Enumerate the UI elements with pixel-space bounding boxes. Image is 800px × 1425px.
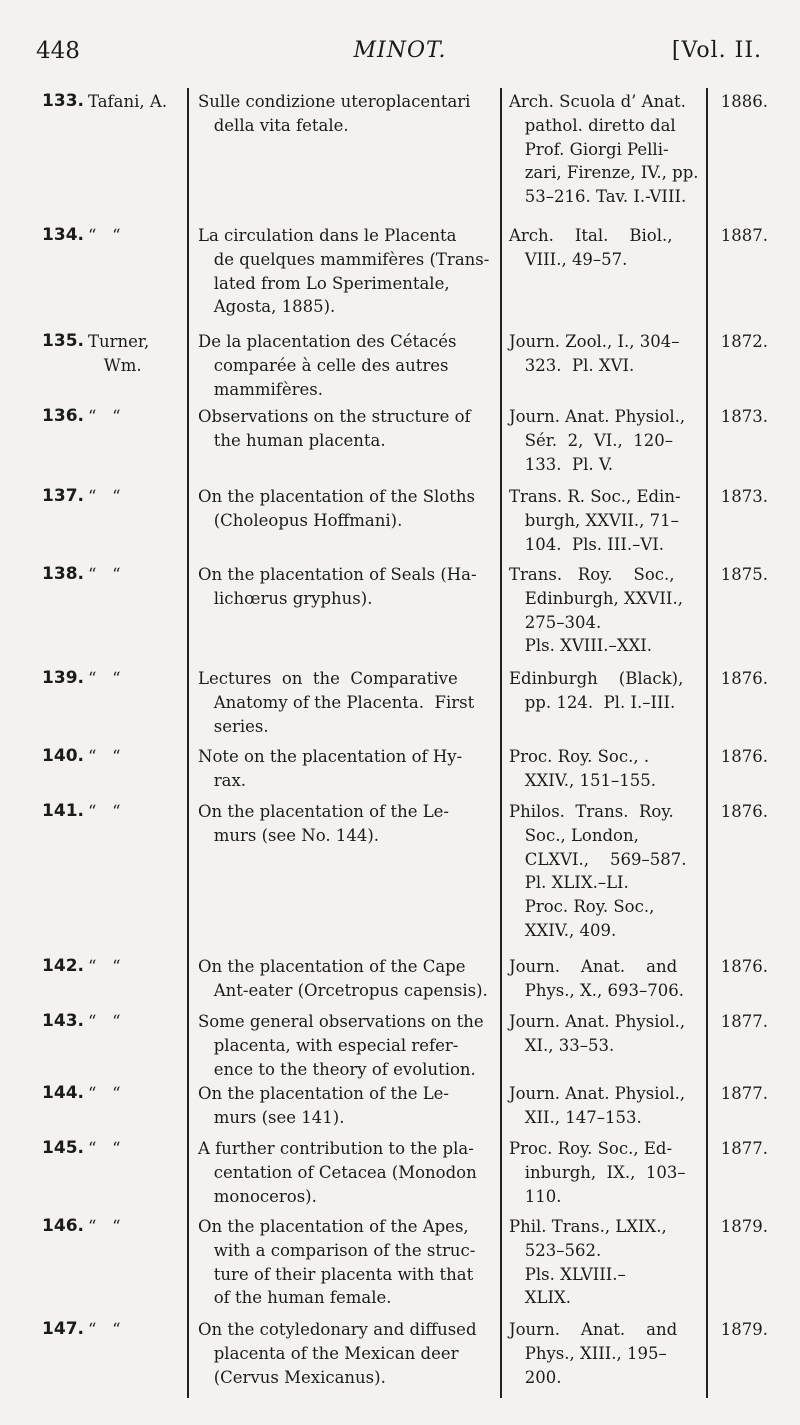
entry-year: 1876. [720,669,768,688]
entry-author: “ “ [88,487,121,506]
entry-year: 1873. [720,407,768,426]
entry-publication: Journ. Anat. Physiol., Sér. 2, VI., 120– 133. Pl. V. [509,407,686,474]
entry-number: 133. [42,91,84,111]
entry-title: Sulle condizione uteroplacentari della vita fetale. [198,92,471,135]
entry-year: 1877. [720,1084,768,1103]
entry-publication: Edinburgh (Black), pp. 124. Pl. I.–III. [509,669,684,712]
entry-number: 138. [42,564,84,584]
entry-year: 1879. [720,1320,768,1339]
entry-year: 1877. [720,1139,768,1158]
entry-number: 142. [42,956,84,976]
entry-author: “ “ [88,1084,121,1103]
entry-title: On the placentation of the Le- murs (see 141). [198,1084,450,1127]
entry-number: 135. [42,331,84,351]
entry-title: On the cotyledonary and diffused placenta of the Mexican deer (Cervus Mexicanus). [198,1320,477,1387]
entry-number: 147. [42,1319,84,1339]
entry-author: “ “ [88,1320,121,1339]
entry-year: 1875. [720,565,768,584]
entry-title: Note on the placentation of Hy- rax. [198,747,463,790]
entry-title: On the placentation of the Apes, with a comparison of the struc- ture of their placenta with that of the human female. [198,1217,476,1308]
entry-year: 1877. [720,1012,768,1031]
entry-author: Turner, Wm. [88,332,150,375]
entry-number: 136. [42,406,84,426]
entry-publication: Proc. Roy. Soc., . XXIV., 151–155. [509,747,656,790]
entry-author: “ “ [88,747,121,766]
column-rule [187,88,189,1398]
entry-title: Observations on the structure of the human placenta. [198,407,471,450]
entry-number: 144. [42,1083,84,1103]
entry-publication: Arch. Scuola d’ Anat. pathol. diretto dal Prof. Giorgi Pelli- zari, Firenze, IV., pp. 53–216. Tav. I.-VIII. [509,92,699,207]
entry-author: “ “ [88,669,121,688]
entry-number: 140. [42,746,84,766]
entry-year: 1879. [720,1217,768,1236]
entry-author: “ “ [88,802,121,821]
entry-title: On the placentation of the Le- murs (see No. 144). [198,802,450,845]
page-header [0,30,800,74]
page-number: 448 [36,38,80,64]
entry-title: Lectures on the Comparative Anatomy of the Placenta. First series. [198,669,475,736]
entry-number: 145. [42,1138,84,1158]
entry-publication: Trans. R. Soc., Edin- burgh, XXVII., 71– 104. Pls. III.–VI. [509,487,681,554]
entry-publication: Arch. Ital. Biol., VIII., 49–57. [509,226,673,269]
entry-number: 146. [42,1216,84,1236]
entry-number: 143. [42,1011,84,1031]
entry-year: 1887. [720,226,768,245]
entry-author: “ “ [88,407,121,426]
entry-title: De la placentation des Cétacés comparée à celle des autres mammifères. [198,332,457,399]
entry-author: Tafani, A. [88,92,168,111]
entry-author: “ “ [88,1217,121,1236]
entry-title: A further contribution to the pla- centation of Cetacea (Monodon monoceros). [198,1139,477,1206]
entry-author: “ “ [88,1012,121,1031]
entry-publication: Proc. Roy. Soc., Ed- inburgh, IX., 103– 110. [509,1139,686,1206]
running-title: MINOT. [353,38,447,63]
entry-title: On the placentation of Seals (Ha- lichœrus gryphus). [198,565,477,608]
entry-title: On the placentation of the Cape Ant-eater (Orcetropus capensis). [198,957,488,1000]
entry-publication: Journ. Anat. Physiol., XII., 147–153. [509,1084,686,1127]
entry-title: La circulation dans le Placenta de quelques mammifères (Trans- lated from Lo Sperimentale, Agosta, 1885). [198,226,490,317]
entry-author: “ “ [88,226,121,245]
entry-author: “ “ [88,1139,121,1158]
entry-publication: Journ. Anat. and Phys., XIII., 195– 200. [509,1320,678,1387]
entry-year: 1876. [720,747,768,766]
entry-number: 134. [42,225,84,245]
entry-publication: Phil. Trans., LXIX., 523–562. Pls. XLVIII.– XLIX. [509,1217,667,1308]
entry-title: Some general observations on the placenta, with especial refer- ence to the theory of evolution. [198,1012,484,1079]
column-rule [500,88,502,1398]
entry-number: 139. [42,668,84,688]
entry-publication: Trans. Roy. Soc., Edinburgh, XXVII., 275–304. Pls. XVIII.–XXI. [509,565,683,656]
entry-year: 1876. [720,802,768,821]
entry-title: On the placentation of the Sloths (Choleopus Hoffmani). [198,487,475,530]
entry-publication: Journ. Zool., I., 304– 323. Pl. XVI. [509,332,680,375]
entry-year: 1886. [720,92,768,111]
entry-number: 137. [42,486,84,506]
entry-publication: Journ. Anat. Physiol., XI., 33–53. [509,1012,686,1055]
entry-publication: Philos. Trans. Roy. Soc., London, CLXVI., 569–587. Pl. XLIX.–LI. Proc. Roy. Soc., XXIV., 409. [509,802,687,940]
entry-year: 1872. [720,332,768,351]
entry-author: “ “ [88,565,121,584]
entry-number: 141. [42,801,84,821]
entry-author: “ “ [88,957,121,976]
entry-year: 1873. [720,487,768,506]
entry-year: 1876. [720,957,768,976]
volume-label: [Vol. II. [671,38,762,63]
entry-publication: Journ. Anat. and Phys., X., 693–706. [509,957,684,1000]
column-rule [706,88,708,1398]
